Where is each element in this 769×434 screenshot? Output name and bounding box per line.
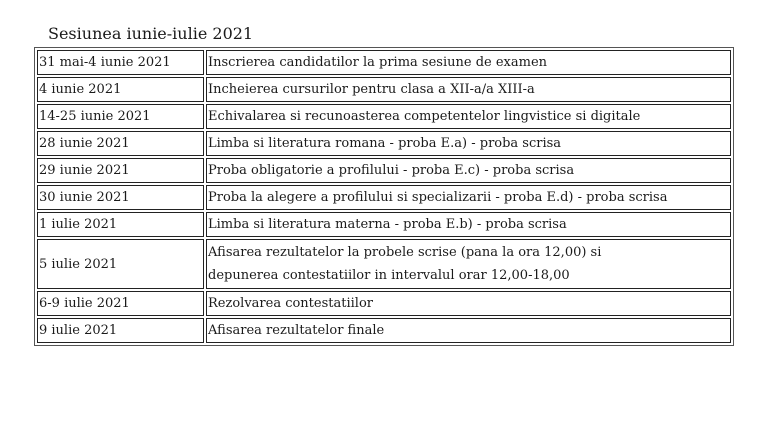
schedule-activity-line: Afisarea rezultatelor la probele scrise (pana la ora 12,00) si: [208, 245, 602, 260]
schedule-activity: [206, 239, 731, 289]
table-row: [37, 239, 731, 289]
schedule-activity-line: Proba obligatorie a profilului - proba E.c) - proba scrisa: [208, 162, 575, 178]
schedule-activity: [206, 318, 731, 343]
table-row: [37, 291, 731, 316]
schedule-activity-line: depunerea contestatiilor in intervalul orar 12,00-18,00: [208, 268, 570, 283]
schedule-date: 14-25 iunie 2021: [37, 104, 204, 129]
table-row: [37, 158, 731, 183]
schedule-date: 5 iulie 2021: [37, 239, 204, 289]
table-row: [37, 185, 731, 210]
schedule-date: 28 iunie 2021: [37, 131, 204, 156]
schedule-activity: [206, 50, 731, 75]
schedule-date: 1 iulie 2021: [37, 212, 204, 237]
schedule-date: 29 iunie 2021: [37, 158, 204, 183]
schedule-activity-line: Inscrierea candidatilor la prima sesiune de examen: [208, 54, 548, 70]
schedule-date: 9 iulie 2021: [37, 318, 204, 343]
schedule-activity-line: Proba la alegere a profilului si specializarii - proba E.d) - proba scrisa: [208, 189, 668, 205]
schedule-activity: [206, 291, 731, 316]
schedule-date: 6-9 iulie 2021: [37, 291, 204, 316]
table-row: [37, 318, 731, 343]
session-title: Sesiunea iunie-iulie 2021: [48, 24, 254, 43]
table-row: [37, 77, 731, 102]
schedule-activity-line: Afisarea rezultatelor finale: [208, 322, 385, 338]
schedule-activity: [206, 212, 731, 237]
exam-schedule-body: [37, 50, 731, 343]
schedule-date: 31 mai-4 iunie 2021: [37, 50, 204, 75]
schedule-activity: [206, 104, 731, 129]
schedule-date: 4 iunie 2021: [37, 77, 204, 102]
table-row: [37, 212, 731, 237]
schedule-date: 30 iunie 2021: [37, 185, 204, 210]
exam-schedule-table: [34, 47, 734, 346]
schedule-activity-line: Limba si literatura romana - proba E.a) - proba scrisa: [208, 135, 562, 151]
schedule-activity: [206, 185, 731, 210]
table-row: [37, 104, 731, 129]
table-row: [37, 50, 731, 75]
schedule-activity-line: Incheierea cursurilor pentru clasa a XII-a/a XIII-a: [208, 81, 535, 97]
schedule-activity-line: Rezolvarea contestatiilor: [208, 295, 373, 311]
table-row: [37, 131, 731, 156]
schedule-activity-line: Echivalarea si recunoasterea competentelor lingvistice si digitale: [208, 108, 641, 124]
schedule-activity: [206, 77, 731, 102]
schedule-activity: [206, 131, 731, 156]
schedule-activity: [206, 158, 731, 183]
schedule-activity-line: Limba si literatura materna - proba E.b) - proba scrisa: [208, 216, 567, 232]
